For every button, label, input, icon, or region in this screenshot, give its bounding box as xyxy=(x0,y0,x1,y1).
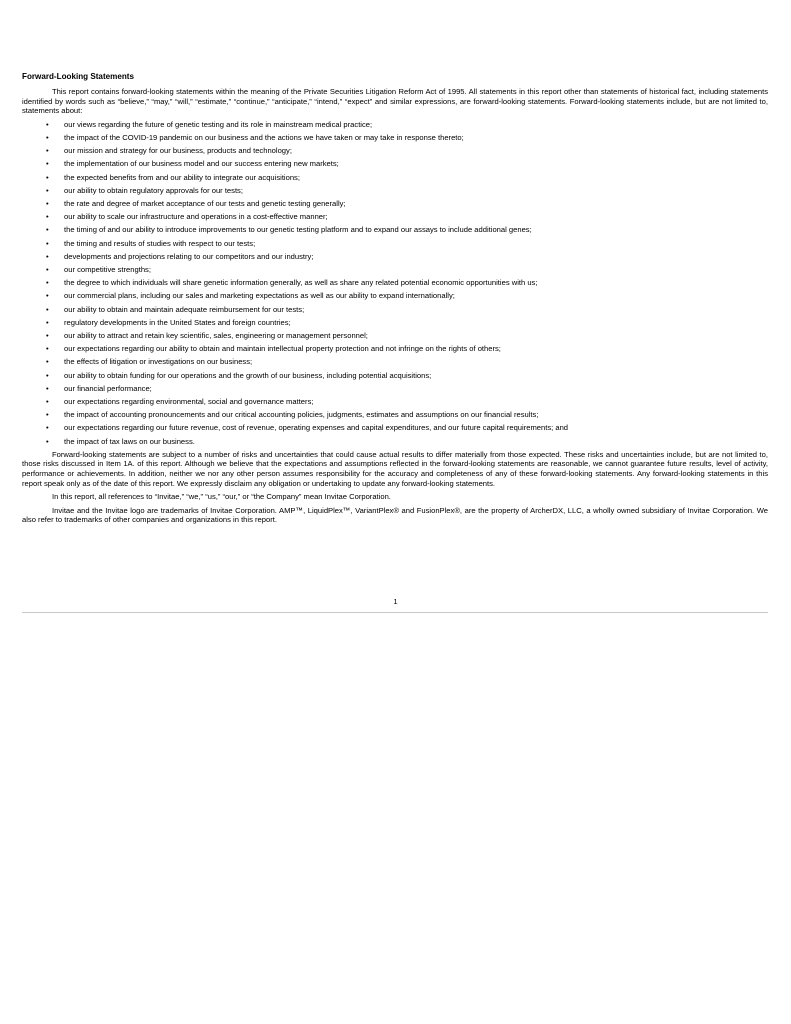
list-item-text: our expectations regarding our ability to obtain and maintain intellectual property protection and not infringe on the rights of others; xyxy=(64,344,501,354)
list-item xyxy=(22,197,768,210)
page-number: 1 xyxy=(393,597,398,606)
list-item-text: regulatory developments in the United States and foreign countries; xyxy=(64,317,291,327)
bullet-icon: • xyxy=(46,225,49,235)
bullet-icon: • xyxy=(46,291,49,301)
list-item xyxy=(22,408,768,421)
bullet-icon: • xyxy=(46,436,49,446)
bullet-icon: • xyxy=(46,278,49,288)
bullet-icon: • xyxy=(46,159,49,169)
list-item xyxy=(22,329,768,342)
bullet-icon: • xyxy=(46,132,49,142)
bullet-icon: • xyxy=(46,397,49,407)
list-item-text: the rate and degree of market acceptance of our tests and genetic testing generally; xyxy=(64,199,346,208)
list-item-text: our expectations regarding environmental, social and governance matters; xyxy=(64,397,314,407)
bullet-icon: • xyxy=(46,383,49,393)
list-item xyxy=(22,316,768,329)
bullet-icon: • xyxy=(46,331,49,341)
list-item-text: our mission and strategy for our business, products and technology; xyxy=(64,146,292,156)
bullet-icon: • xyxy=(46,344,49,354)
list-item xyxy=(22,171,768,184)
list-item-text: the impact of tax laws on our business. xyxy=(64,436,195,446)
list-item xyxy=(22,395,768,408)
bullet-icon: • xyxy=(46,172,49,182)
references-paragraph: In this report, all references to “Invitae,” “we,” “us,” “our,” or “the Company” mean Invitae Corporation. xyxy=(52,492,391,502)
list-item xyxy=(22,250,768,263)
document-page xyxy=(22,72,768,525)
list-item xyxy=(22,289,768,302)
list-item xyxy=(22,157,768,170)
list-item-text: the expected benefits from and our ability to integrate our acquisitions; xyxy=(64,172,300,182)
list-item xyxy=(22,355,768,368)
bullet-icon: • xyxy=(46,146,49,156)
bullet-icon: • xyxy=(46,317,49,327)
list-item-text: our competitive strengths; xyxy=(64,265,151,275)
list-item xyxy=(22,276,768,289)
bullet-icon: • xyxy=(46,410,49,420)
list-item-text: the degree to which individuals will share genetic information generally, as well as share any related potential economic opportunities with us; xyxy=(64,278,538,288)
bullet-icon: • xyxy=(46,199,49,208)
list-item xyxy=(22,118,768,131)
risks-paragraph: Forward-looking statements are subject to a number of risks and uncertainties that could cause actual results to differ materially from those expected. These risks and uncertainties include, but are not limited to, those risks discussed in Item 1A. of this report. Although we believe that the expectations and assumptions reflected in the forward-looking statements are reasonable, we cannot guarantee future results, level of activity, performance or achievements. In addition, neither we nor any other person assumes responsibility for the accuracy and completeness of any of these forward-looking statements. Any forward-looking statements in this report speak only as of the date of this report. We expressly disclaim any obligation or undertaking to update any forward-looking statements. xyxy=(22,449,768,488)
bullet-list xyxy=(22,118,768,448)
list-item-text: developments and projections relating to our competitors and our industry; xyxy=(64,251,314,261)
list-item-text: our ability to obtain regulatory approvals for our tests; xyxy=(64,185,243,195)
section-heading: Forward-Looking Statements xyxy=(22,72,134,81)
list-item xyxy=(22,303,768,316)
list-item-text: our financial performance; xyxy=(64,383,152,393)
bullet-icon: • xyxy=(46,370,49,380)
trademarks-paragraph: Invitae and the Invitae logo are trademarks of Invitae Corporation. AMP™, LiquidPlex™, VariantPlex® and FusionPlex®, are the property of ArcherDX, LLC, a wholly owned subsidiary of Invitae Corporation. We also refer to trademarks of other companies and organizations in this report. xyxy=(22,505,768,525)
list-item-text: the timing and results of studies with respect to our tests; xyxy=(64,238,256,248)
list-item-text: our ability to scale our infrastructure and operations in a cost-effective manner; xyxy=(64,212,328,222)
bullet-icon: • xyxy=(46,265,49,275)
list-item-text: the implementation of our business model and our success entering new markets; xyxy=(64,159,339,169)
bullet-icon: • xyxy=(46,185,49,195)
bullet-icon: • xyxy=(46,423,49,433)
bullet-icon: • xyxy=(46,119,49,129)
list-item-text: our commercial plans, including our sales and marketing expectations as well as our ability to expand internationally; xyxy=(64,291,455,301)
list-item xyxy=(22,237,768,250)
list-item xyxy=(22,144,768,157)
bullet-icon: • xyxy=(46,357,49,367)
list-item-text: our expectations regarding our future revenue, cost of revenue, operating expenses and capital expenditures, and our future capital requirements; and xyxy=(64,423,569,433)
list-item xyxy=(22,263,768,276)
list-item-text: the effects of litigation or investigations on our business; xyxy=(64,357,253,367)
list-item-text: our ability to obtain and maintain adequate reimbursement for our tests; xyxy=(64,304,305,314)
list-item xyxy=(22,223,768,236)
list-item-text: our ability to attract and retain key scientific, sales, engineering or management personnel; xyxy=(64,331,368,341)
list-item-text: the impact of accounting pronouncements and our critical accounting policies, judgments, estimates and assumptions on our financial results; xyxy=(64,410,539,420)
list-item-text: our ability to obtain funding for our operations and the growth of our business, including potential acquisitions; xyxy=(64,370,432,380)
list-item xyxy=(22,421,768,434)
list-item xyxy=(22,342,768,355)
list-item-text: the impact of the COVID-19 pandemic on our business and the actions we have taken or may take in response thereto; xyxy=(64,132,464,142)
list-item xyxy=(22,369,768,382)
list-item-text: the timing of and our ability to introduce improvements to our genetic testing platform and to expand our assays to include additional genes; xyxy=(64,225,532,235)
page-divider xyxy=(22,612,768,613)
intro-paragraph: This report contains forward-looking statements within the meaning of the Private Securities Litigation Reform Act of 1995. All statements in this report other than statements of historical fact, including statements identified by words such as “believe,” “may,” “will,” “estimate,” “continue,” “anticipate,” “intend,” “expect” and similar expressions, are forward-looking statements. Forward-looking statements include, but are not limited to, statements about: xyxy=(22,87,768,116)
bullet-icon: • xyxy=(46,251,49,261)
bullet-icon: • xyxy=(46,304,49,314)
bullet-icon: • xyxy=(46,212,49,222)
list-item xyxy=(22,435,768,448)
list-item-text: our views regarding the future of genetic testing and its role in mainstream medical practice; xyxy=(64,119,373,129)
list-item xyxy=(22,184,768,197)
list-item xyxy=(22,382,768,395)
list-item xyxy=(22,131,768,144)
bullet-icon: • xyxy=(46,238,49,248)
list-item xyxy=(22,210,768,223)
